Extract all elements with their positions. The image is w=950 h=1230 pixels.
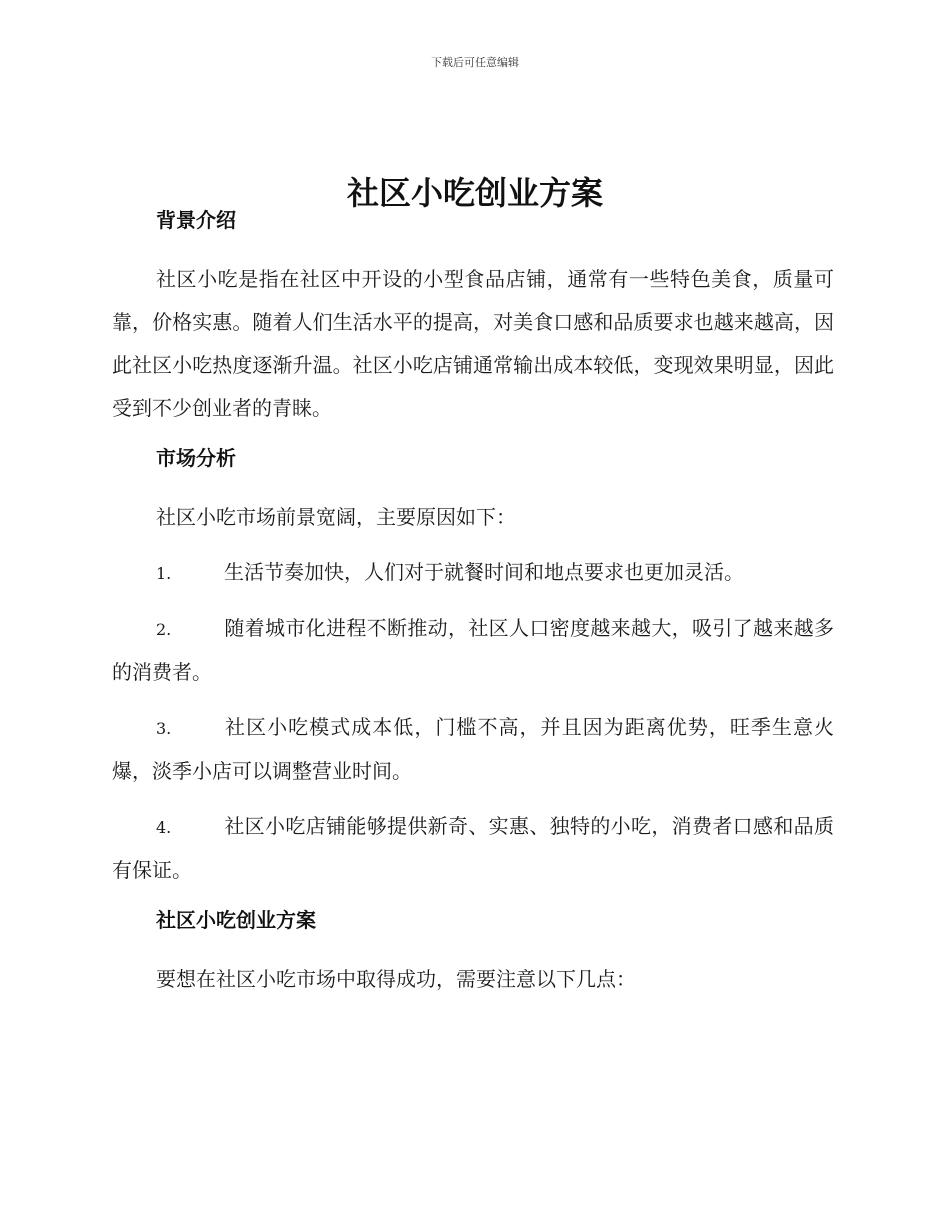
list-item-text: 社区小吃模式成本低，门槛不高，并且因为距离优势，旺季生意火爆，淡季小店可以调整营业时间。: [112, 715, 834, 783]
list-item-number: 1.: [156, 564, 172, 583]
document-title: 社区小吃创业方案: [346, 174, 603, 213]
page-header-note: 下载后可任意编辑: [431, 56, 519, 69]
section-heading-background: 背景介绍: [156, 208, 236, 232]
list-item-text: 生活节奏加快，人们对于就餐时间和地点要求也更加灵活。: [224, 560, 744, 584]
background-paragraph: 社区小吃是指在社区中开设的小型食品店铺，通常有一些特色美食，质量可靠，价格实惠。随着人们生活水平的提高，对美食口感和品质要求也越来越高，因此社区小吃热度逐渐升温。社区小吃店铺通常输出成本较低，变现效果明显，因此受到不少创业者的青睐。: [112, 267, 834, 420]
list-item-text: 随着城市化进程不断推动，社区人口密度越来越大，吸引了越来越多的消费者。: [112, 616, 834, 684]
list-item-number: 2.: [156, 620, 172, 639]
list-item-number: 4.: [156, 818, 172, 837]
list-item: [112, 551, 834, 595]
section-heading-plan: 社区小吃创业方案: [156, 908, 316, 932]
list-item: [112, 805, 834, 892]
market-intro: 社区小吃市场前景宽阔，主要原因如下：: [156, 505, 516, 529]
section-heading-market: 市场分析: [156, 446, 236, 470]
list-item: [112, 706, 834, 793]
plan-intro: 要想在社区小吃市场中取得成功，需要注意以下几点：: [156, 967, 636, 991]
list-item: [112, 607, 834, 694]
list-item-text: 社区小吃店铺能够提供新奇、实惠、独特的小吃，消费者口感和品质有保证。: [112, 814, 834, 882]
document-body: [112, 204, 834, 1001]
list-item-number: 3.: [156, 719, 172, 738]
